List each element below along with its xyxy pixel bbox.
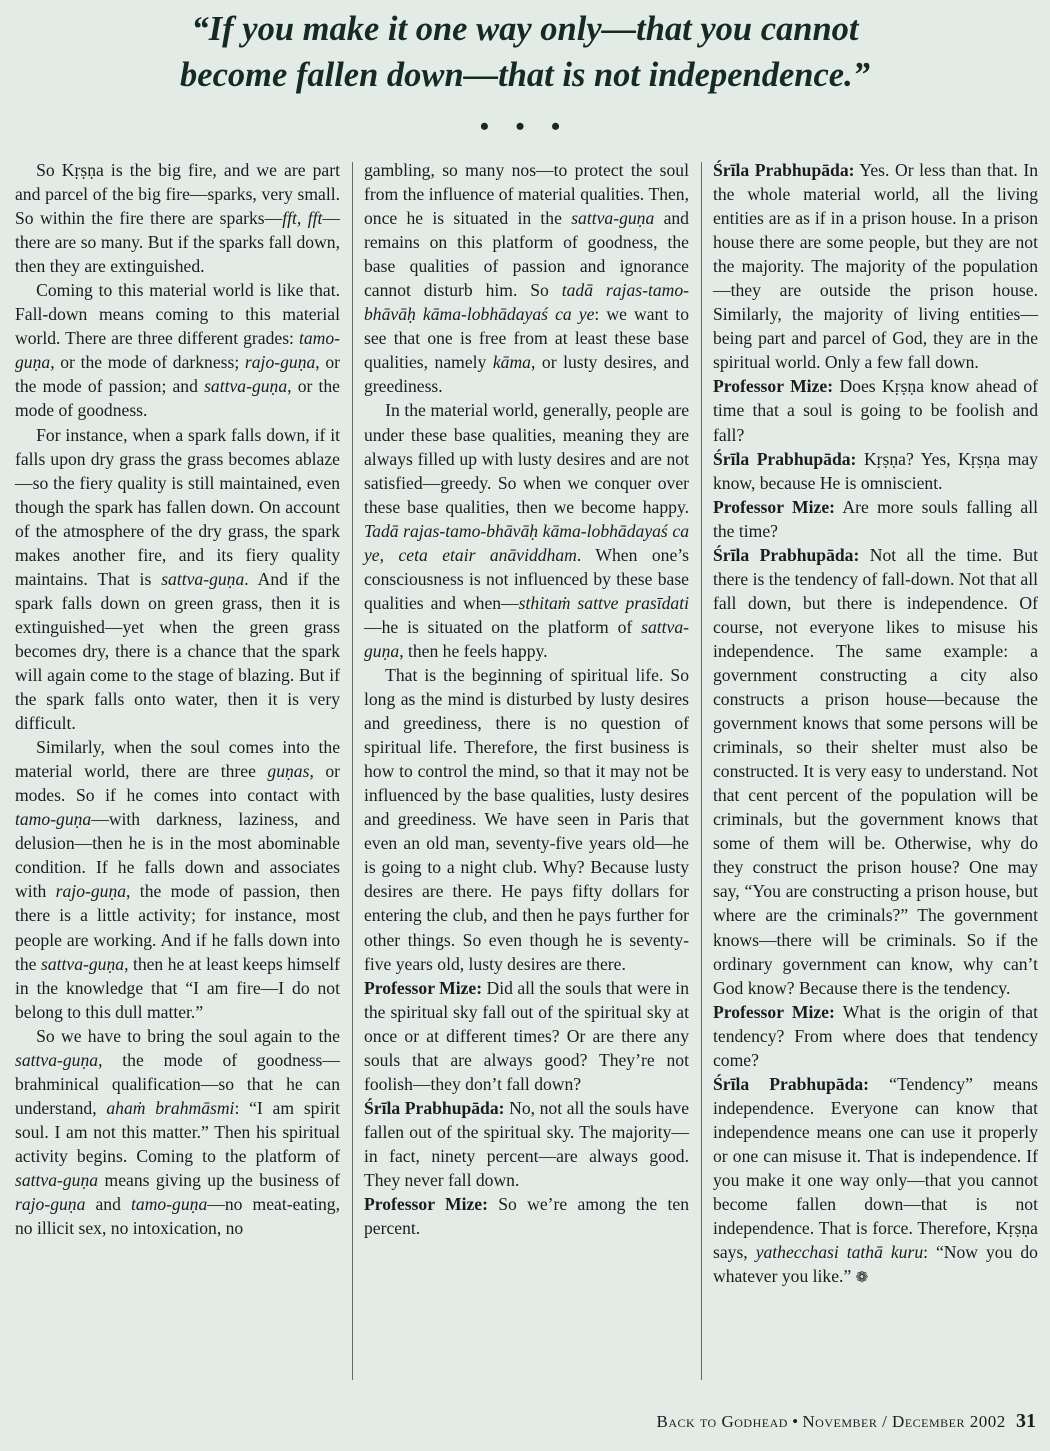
sanskrit-term: rajo-guṇa	[244, 352, 316, 373]
text-segment: No, not all the souls have fallen out of the spiritual sky. The majority—in fact, ninety percent—are always good. They never fall down.	[364, 1097, 690, 1190]
paragraph	[364, 158, 689, 398]
paragraph	[713, 1000, 1038, 1072]
page-number: 31	[1016, 1410, 1036, 1432]
text-segment: So Kṛṣṇa is the big fire, and we are part and parcel of the big fire—sparks, very small. So within the fire there are sparks—	[15, 160, 340, 229]
issue-date: November / December 2002	[802, 1412, 1006, 1431]
sanskrit-term: fft, fft	[282, 208, 323, 229]
sanskrit-term: sattva-guṇa	[15, 1169, 99, 1190]
text-segment: . When one’s consciousness is not influenced by these base qualities and when—	[364, 544, 689, 613]
paragraph	[15, 278, 340, 422]
paragraph	[15, 423, 340, 736]
sanskrit-term: Tadā rajas-tamo-bhāvāḥ kāma-lobhādayaś ca ye, ceta etair anāviddham	[364, 520, 689, 565]
text-segment: —there are so many. But if the sparks fall down, then they are extinguished.	[15, 208, 340, 277]
speaker-label: Professor Mize:	[713, 376, 834, 397]
paragraph	[15, 1024, 340, 1240]
text-segment: , then he at least keeps himself in the knowledge that “I am fire—I do not belong to this dull matter.”	[15, 953, 340, 1022]
text-segment: : “Now you do whatever you like.”	[713, 1242, 1038, 1287]
text-column-2	[364, 158, 689, 1240]
sanskrit-term: tadā rajas-tamo-bhāvāḥ kāma-lobhādayaś ca ye	[364, 280, 689, 325]
text-segment: and remains on this platform of goodness, the base qualities of passion and ignorance cannot disturb him. So	[364, 208, 689, 301]
text-segment: Are more souls falling all the time?	[713, 496, 1038, 541]
text-segment: , the mode of passion, then there is a little activity; for instance, most people are working. And if he falls down into the	[15, 881, 340, 974]
text-segment: gambling, so many nos—to protect the soul from the influence of material qualities. Then, once he is situated in the	[364, 160, 689, 229]
text-segment: and	[85, 1194, 132, 1215]
text-segment: So we have to bring the soul again to the	[36, 1025, 340, 1046]
text-segment: Did all the souls that were in the spiritual sky fall out of the spiritual sky at once or at different times? Or are there any souls that are always good? They’re not foolish—they don’t fall down?	[364, 977, 689, 1094]
pull-quote-line-1: “If you make it one way only—that you cannot	[191, 10, 859, 48]
paragraph	[713, 495, 1038, 543]
pull-quote	[40, 6, 1010, 98]
section-separator: • • •	[479, 112, 571, 141]
end-mark-icon: ❁	[855, 1270, 869, 1287]
paragraph	[713, 447, 1038, 495]
magazine-name: Back to Godhead	[656, 1412, 788, 1431]
paragraph	[364, 1192, 689, 1240]
sanskrit-term: sattva-guṇa	[40, 953, 125, 974]
sanskrit-term: tamo-guṇa	[15, 328, 340, 373]
text-segment: : we want to see that one is free from at least these base qualities, namely	[364, 304, 689, 373]
column-divider	[352, 162, 353, 1380]
speaker-label: Professor Mize:	[713, 496, 836, 517]
speaker-label: Śrīla Prabhupāda:	[713, 160, 855, 180]
text-segment: “Tendency” means independence. Everyone can know that independence means one can use it properly or one can misuse it. That is independence. If you make it one way only—that you cannot become fallen down—that is not independence. That is force. Therefore, Kṛṣṇa says,	[713, 1073, 1038, 1263]
text-segment: So we’re among the ten percent.	[364, 1194, 689, 1239]
text-segment: means giving up the business of	[98, 1169, 340, 1190]
footer-bullet: •	[792, 1412, 799, 1431]
speaker-label: Śrīla Prabhupāda:	[713, 1073, 870, 1094]
page-footer	[657, 1410, 1036, 1433]
text-segment: Does Kṛṣṇa know ahead of time that a soul is going to be foolish and fall?	[713, 376, 1038, 445]
sanskrit-term: rajo-guṇa	[15, 1194, 86, 1215]
speaker-label: Śrīla Prabhupāda:	[713, 448, 857, 469]
sanskrit-term: tamo-guṇa	[131, 1194, 208, 1215]
pull-quote-line-2: become fallen down—that is not independence.”	[180, 56, 870, 94]
text-segment: —with darkness, laziness, and delusion—then he is in the most abominable condition. If he falls down and associates with	[15, 809, 340, 902]
text-segment: Similarly, when the soul comes into the material world, there are three	[15, 737, 340, 782]
paragraph	[364, 1096, 689, 1192]
sanskrit-term: rajo-guṇa	[55, 881, 127, 902]
text-segment: , then he feels happy.	[399, 640, 548, 661]
paragraph	[364, 663, 689, 976]
paragraph	[713, 374, 1038, 446]
text-segment: In the material world, generally, people are under these base qualities, meaning they are always filled up with lusty desires and are not satisfied—greedy. So when we conquer over these base qualities, then we become happy.	[364, 400, 689, 517]
column-divider	[701, 162, 702, 1380]
text-segment: Kṛṣṇa? Yes, Kṛṣṇa may know, because He is omniscient.	[713, 448, 1038, 493]
sanskrit-term: sattva-guṇa	[204, 376, 288, 397]
sanskrit-term: sattva-guṇa	[161, 568, 245, 589]
sanskrit-term: sattva-guṇa	[15, 1049, 99, 1070]
text-segment: , or the mode of darkness;	[50, 352, 245, 373]
paragraph	[713, 1072, 1038, 1290]
sanskrit-term: sattva-guṇa	[571, 208, 655, 229]
speaker-label: Professor Mize:	[713, 1001, 835, 1022]
text-segment: , or the mode of goodness.	[15, 376, 340, 421]
text-segment: That is the beginning of spiritual life. So long as the mind is disturbed by lusty desires and greediness, there is no question of spiritual life. Therefore, the first business is how to control the mind, so that it may not be influenced by the base qualities, lusty desires and greediness. We have seen in Paris that even an old man, seventy-five years old—he is going to a night club. Why? Because lusty desires are there. He pays fifty dollars for entering the club, and then he pays further for other things. So even though he is seventy-five years old, lusty desires are there.	[364, 664, 689, 974]
text-segment: Not all the time. But there is the tendency of fall-down. Not that all fall down, but there is independence. Of course, not everyone likes to misuse his independence. The same example: a government constructing a city also constructs a prison house—because the government knows that some persons will be criminals, so their shelter must also be constructed. It is very easy to understand. Not that cent percent of the population will be criminals, but the government knows that some of them will be. Otherwise, why do they construct the prison house? One may say, “You are constructing a prison house, but where are the criminals?” The government knows—there will be criminals. So if the ordinary government can know, why can’t God know? Because there is the tendency.	[713, 544, 1038, 998]
text-segment: , or lusty desires, and greediness.	[364, 352, 690, 397]
sanskrit-term: kāma	[492, 352, 531, 373]
sanskrit-term: sattva-guṇa	[364, 616, 689, 661]
text-segment: : “I am spirit soul. I am not this matter.” Then his spiritual activity begins. Coming to the platform of	[15, 1097, 340, 1166]
speaker-label: Professor Mize:	[364, 1194, 488, 1215]
text-segment: Yes. Or less than that. In the whole material world, all the living entities are as if in a prison house. In a prison house there are some people, but they are not the majority. The majority of the population—they are outside the prison house. Similarly, the majority of living entities—being part and parcel of God, they are in the spiritual world. Only a few fall down.	[713, 160, 1039, 373]
paragraph	[713, 543, 1038, 1000]
speaker-label: Professor Mize:	[364, 977, 483, 998]
paragraph	[15, 735, 340, 1024]
paragraph	[364, 398, 689, 663]
sanskrit-term: ahaṁ brahmāsmi	[106, 1097, 235, 1118]
text-segment: What is the origin of that tendency? From where does that tendency come?	[713, 1001, 1038, 1070]
sanskrit-term: guṇas	[267, 761, 310, 782]
text-column-1	[15, 158, 340, 1240]
text-segment: , or modes. So if he comes into contact with	[15, 761, 341, 806]
sanskrit-term: tamo-guṇa	[15, 809, 92, 830]
sanskrit-term: sthitaṁ sattve prasīdati	[518, 592, 689, 613]
speaker-label: Śrīla Prabhupāda:	[713, 544, 860, 565]
speaker-label: Śrīla Prabhupāda:	[364, 1097, 505, 1118]
text-segment: Coming to this material world is like that. Fall-down means coming to this material world. There are three different grades:	[15, 280, 340, 349]
paragraph	[15, 158, 340, 278]
sanskrit-term: yathecchasi tathā kuru	[755, 1242, 924, 1263]
text-segment: —he is situated on the platform of	[364, 616, 642, 637]
paragraph	[364, 976, 689, 1096]
text-column-3	[713, 158, 1038, 1290]
text-segment: , or the mode of passion; and	[15, 352, 340, 397]
paragraph	[713, 158, 1038, 374]
text-segment: —no meat-eating, no illicit sex, no intoxication, no	[15, 1194, 340, 1239]
text-segment: . And if the spark falls down on green grass, then it is extinguished—yet when the green grass becomes dry, there is a chance that the spark will again come to the stage of blazing. But if the spark falls onto water, then it is very difficult.	[15, 568, 340, 734]
text-segment: , the mode of goodness—brahminical qualification—so that he can understand,	[15, 1049, 340, 1118]
text-segment: For instance, when a spark falls down, if it falls upon dry grass the grass becomes ablaze—so the fiery quality is still maintained, even though the spark has fallen down. On account of the atmosphere of the dry grass, the spark makes another fire, and its fiery quality maintains. That is	[15, 424, 340, 589]
